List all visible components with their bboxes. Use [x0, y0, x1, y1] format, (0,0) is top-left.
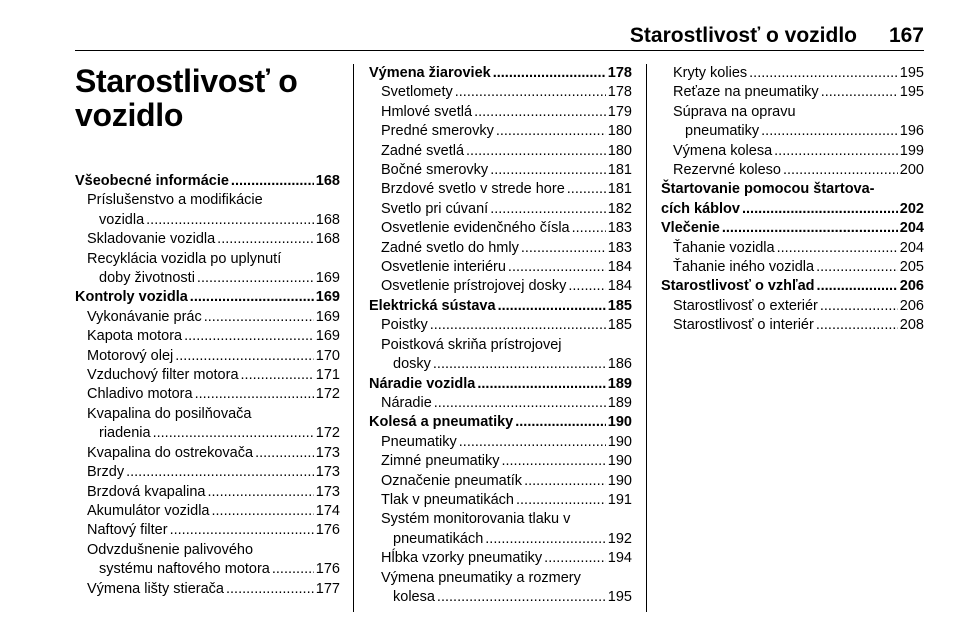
dot-leader [816, 316, 898, 335]
page-ref: 200 [899, 162, 924, 179]
toc-entry-text: Akumulátor vozidla [87, 502, 210, 519]
toc-entry-text: Chladivo motora [87, 386, 193, 403]
toc-entry-text: Naftový filter [87, 522, 168, 539]
dot-leader [485, 530, 606, 549]
toc-entry[interactable] [75, 521, 340, 540]
section-title[interactable] [75, 172, 340, 191]
section-title-text: cích káblov [661, 200, 740, 217]
toc-entry-text: Ťahanie vozidla [673, 239, 775, 256]
dot-leader [508, 258, 606, 277]
chapter-title-line: Starostlivosť o [75, 63, 298, 99]
page-number: 167 [888, 24, 924, 47]
toc-entry[interactable] [369, 83, 632, 102]
toc-entry-text: Rezervné koleso [673, 162, 781, 179]
toc-entry[interactable] [369, 452, 632, 471]
dot-leader [749, 64, 898, 83]
page-ref: 195 [607, 588, 632, 605]
dot-leader [774, 142, 898, 161]
dot-leader [184, 327, 314, 346]
toc-entry[interactable] [75, 560, 340, 579]
toc-column-2 [369, 64, 632, 607]
toc-entry[interactable] [75, 580, 340, 599]
page-ref: 169 [315, 328, 340, 345]
page-ref: 168 [315, 211, 340, 228]
section-title[interactable] [369, 297, 632, 316]
page-ref: 204 [899, 239, 924, 256]
page-ref: 168 [315, 231, 340, 248]
toc-entry-text: systému naftového motora [99, 561, 270, 578]
toc-entry[interactable] [75, 463, 340, 482]
page-ref: 205 [899, 259, 924, 276]
dot-leader [496, 122, 606, 141]
toc-entry-text: Vykonávanie prác [87, 308, 202, 325]
toc-entry-text: Reťaze na pneumatiky [673, 84, 819, 101]
dot-leader [231, 172, 314, 191]
section-title[interactable] [369, 375, 632, 394]
page-ref: 176 [315, 522, 340, 539]
dot-leader [761, 122, 898, 141]
toc-entry-text: Motorový olej [87, 347, 174, 364]
toc-entry-text: Pneumatiky [381, 433, 457, 450]
dot-leader [272, 560, 314, 579]
toc-entry[interactable] [75, 444, 340, 463]
toc-entry-text: riadenia [99, 425, 151, 442]
page-ref: 180 [607, 142, 632, 159]
section-title[interactable] [661, 277, 924, 296]
toc-entry[interactable] [661, 64, 924, 83]
toc-entry[interactable] [369, 180, 632, 199]
dot-leader [197, 269, 314, 288]
page-ref: 178 [607, 65, 632, 81]
page-ref: 184 [607, 278, 632, 295]
toc-entry-text: kolesa [393, 588, 435, 605]
dot-leader [515, 413, 606, 432]
dot-leader [433, 355, 606, 374]
toc-entry[interactable] [75, 230, 340, 249]
column-divider [646, 64, 647, 612]
dot-leader [170, 521, 314, 540]
toc-entry[interactable] [369, 491, 632, 510]
section-title-text: Kolesá a pneumatiky [369, 414, 514, 431]
page-ref: 180 [607, 123, 632, 140]
toc-entry-line: Súprava na opravu [673, 103, 796, 120]
toc-entry[interactable] [369, 549, 632, 568]
toc-column-3 [661, 64, 924, 336]
toc-entry-text: dosky [393, 356, 431, 373]
section-title-text: Všeobecné informácie [75, 173, 229, 189]
dot-leader [430, 316, 606, 335]
toc-entry[interactable] [369, 394, 632, 413]
section-title[interactable] [369, 64, 632, 83]
toc-entry[interactable] [369, 103, 632, 122]
dot-leader [524, 472, 606, 491]
toc-entry-text: Ťahanie iného vozidla [673, 259, 815, 276]
dot-leader [204, 308, 314, 327]
toc-entry-line: Príslušenstvo a modifikácie [87, 192, 263, 209]
toc-entry[interactable] [75, 327, 340, 346]
dot-leader [783, 161, 898, 180]
dot-leader [474, 103, 606, 122]
page-ref: 181 [607, 181, 632, 198]
page-ref: 208 [899, 317, 924, 334]
page-ref: 177 [315, 580, 340, 597]
toc-entry-text: Kryty kolies [673, 65, 748, 81]
chapter-title [75, 64, 340, 132]
toc-entry[interactable] [369, 200, 632, 219]
page-ref: 191 [607, 491, 632, 508]
toc-entry-text: Brzdová kvapalina [87, 483, 206, 500]
page-ref: 176 [315, 561, 340, 578]
toc-entry[interactable] [75, 424, 340, 443]
toc-entry[interactable] [369, 219, 632, 238]
page-ref: 172 [315, 425, 340, 442]
toc-entry[interactable] [75, 502, 340, 521]
toc-entry[interactable] [661, 122, 924, 141]
page-ref: 169 [315, 289, 340, 306]
page-ref: 190 [607, 453, 632, 470]
toc-entry[interactable] [369, 433, 632, 452]
dot-leader [153, 424, 314, 443]
dot-leader [437, 588, 606, 607]
dot-leader [490, 200, 606, 219]
toc-entry[interactable] [75, 269, 340, 288]
page-ref: 173 [315, 444, 340, 461]
toc-entry[interactable] [661, 239, 924, 258]
toc-entry-text: Bočné smerovky [381, 162, 489, 179]
page-ref: 190 [607, 414, 632, 431]
dot-leader [777, 239, 898, 258]
page-ref: 189 [607, 394, 632, 411]
dot-leader [455, 83, 606, 102]
toc-entry-text: Svetlo pri cúvaní [381, 200, 489, 217]
dot-leader [501, 452, 605, 471]
toc-entry-text: pneumatikách [393, 530, 484, 547]
page-header [75, 22, 924, 51]
dot-leader [146, 211, 314, 230]
page-ref: 170 [315, 347, 340, 364]
page-ref: 182 [607, 200, 632, 217]
dot-leader [521, 239, 606, 258]
dot-leader [820, 297, 898, 316]
toc-entry[interactable] [369, 355, 632, 374]
toc-entry[interactable] [661, 83, 924, 102]
section-title-text: Kontroly vozidla [75, 289, 188, 306]
toc-entry[interactable] [369, 161, 632, 180]
page-ref: 185 [607, 297, 632, 314]
section-title-text: Výmena žiaroviek [369, 65, 491, 81]
toc-entry-text: Zimné pneumatiky [381, 453, 500, 470]
toc-entry[interactable] [369, 239, 632, 258]
toc-entry-text: Starostlivosť o interiér [673, 317, 814, 334]
toc-entry-text: pneumatiky [685, 123, 760, 140]
dot-leader [493, 64, 606, 83]
toc-entry-text: Osvetlenie interiéru [381, 259, 506, 276]
dot-leader [255, 444, 314, 463]
toc-entry[interactable] [369, 530, 632, 549]
section-title-text: Náradie vozidla [369, 375, 476, 392]
page-ref: 190 [607, 433, 632, 450]
toc-entry[interactable] [75, 483, 340, 502]
toc-entry-text: Tlak v pneumatikách [381, 491, 514, 508]
page-ref: 179 [607, 103, 632, 120]
page-ref: 206 [899, 278, 924, 295]
section-title-line: Štartovanie pomocou štartova- [661, 181, 875, 198]
toc-entry-text: Hĺbka vzorky pneumatiky [381, 550, 543, 567]
toc-entry-text: Osvetlenie evidenčného čísla [381, 220, 570, 237]
page-ref: 206 [899, 297, 924, 314]
page-ref: 172 [315, 386, 340, 403]
toc-entry[interactable] [75, 211, 340, 230]
page-ref: 190 [607, 472, 632, 489]
section-title-text: Vlečenie [661, 220, 720, 237]
dot-leader [568, 277, 605, 296]
page-ref: 194 [607, 550, 632, 567]
toc-entry-text: Brzdové svetlo v strede hore [381, 181, 565, 198]
toc-entry[interactable] [369, 316, 632, 335]
page-ref: 184 [607, 259, 632, 276]
toc-entry-line: Poistková skriňa prístrojovej [381, 336, 562, 353]
toc-entry-text: Osvetlenie prístrojovej dosky [381, 278, 567, 295]
toc-entry-text: Zadné svetlo do hmly [381, 239, 519, 256]
toc-entry-text: Zadné svetlá [381, 142, 465, 159]
page-ref: 196 [899, 123, 924, 140]
toc-entry-text: Vzduchový filter motora [87, 367, 239, 384]
toc-entries [75, 172, 340, 599]
toc-column-1 [75, 64, 340, 599]
page-ref: 173 [315, 483, 340, 500]
toc-entry-text: Označenie pneumatík [381, 472, 523, 489]
page-ref: 195 [899, 84, 924, 101]
page-ref: 195 [899, 65, 924, 81]
dot-leader [195, 385, 314, 404]
toc-entry[interactable] [75, 366, 340, 385]
toc-entry-line: Recyklácia vozidla po uplynutí [87, 250, 282, 267]
toc-entry[interactable] [369, 122, 632, 141]
page-ref: 168 [315, 173, 340, 189]
toc-entry-line: Odvzdušnenie palivového [87, 541, 254, 558]
page-ref: 186 [607, 356, 632, 373]
dot-leader [212, 502, 314, 521]
toc-entry[interactable] [369, 588, 632, 607]
section-title[interactable] [661, 219, 924, 238]
toc-entry-text: Hmlové svetlá [381, 103, 473, 120]
dot-leader [208, 483, 314, 502]
toc-entry-text: Výmena kolesa [673, 142, 773, 159]
column-divider [353, 64, 354, 612]
section-title-text: Elektrická sústava [369, 297, 496, 314]
dot-leader [459, 433, 606, 452]
page-ref: 174 [315, 502, 340, 519]
toc-entry-text: Skladovanie vozidla [87, 231, 216, 248]
toc-entry-text: Kvapalina do ostrekovača [87, 444, 254, 461]
chapter-title-line: vozidlo [75, 97, 184, 133]
page-ref: 202 [899, 200, 924, 217]
toc-entry-text: Svetlomety [381, 84, 453, 101]
toc-entry-text: Výmena lišty stierača [87, 580, 224, 597]
toc-entry-text: Kapota motora [87, 328, 183, 345]
toc-entry[interactable] [369, 277, 632, 296]
page-ref: 171 [315, 367, 340, 384]
page-ref: 173 [315, 464, 340, 481]
dot-leader [226, 580, 314, 599]
toc-entry-text: doby životnosti [99, 270, 195, 287]
toc-entry-text: Náradie [381, 394, 432, 411]
toc-entry-text: Poistky [381, 317, 428, 334]
toc-entry-text: Predné smerovky [381, 123, 494, 140]
page-ref: 169 [315, 308, 340, 325]
page-ref: 199 [899, 142, 924, 159]
section-title[interactable] [75, 288, 340, 307]
toc-entry-text: Brzdy [87, 464, 125, 481]
toc-entry[interactable] [75, 385, 340, 404]
dot-leader [477, 375, 605, 394]
page-ref: 181 [607, 162, 632, 179]
dot-leader [126, 463, 314, 482]
toc-entry-line: Kvapalina do posilňovača [87, 405, 252, 422]
toc-entry[interactable] [75, 308, 340, 327]
toc-entry-text: vozidla [99, 211, 145, 228]
toc-entry[interactable] [661, 161, 924, 180]
dot-leader [241, 366, 314, 385]
dot-leader [816, 258, 898, 277]
running-title: Starostlivosť o vozidlo [629, 24, 857, 47]
toc-entries [661, 64, 924, 336]
page-ref: 189 [607, 375, 632, 392]
dot-leader [434, 394, 606, 413]
toc-entry[interactable] [661, 297, 924, 316]
page-ref: 204 [899, 220, 924, 237]
dot-leader [821, 83, 898, 102]
toc-entry-line: Systém monitorovania tlaku v [381, 511, 571, 528]
page-ref: 183 [607, 220, 632, 237]
dot-leader [544, 549, 606, 568]
dot-leader [722, 219, 898, 238]
toc-entry[interactable] [369, 258, 632, 277]
page-ref: 185 [607, 317, 632, 334]
section-title-text: Starostlivosť o vzhľad [661, 278, 815, 295]
section-title[interactable] [661, 200, 924, 219]
dot-leader [817, 277, 898, 296]
page-ref: 178 [607, 84, 632, 101]
dot-leader [490, 161, 606, 180]
toc-entry-text: Starostlivosť o exteriér [673, 297, 818, 314]
dot-leader [742, 200, 898, 219]
dot-leader [217, 230, 314, 249]
toc-entry[interactable] [661, 142, 924, 161]
dot-leader [175, 347, 314, 366]
toc-entry[interactable] [369, 472, 632, 491]
toc-entry[interactable] [661, 258, 924, 277]
toc-entries [369, 64, 632, 607]
toc-entry[interactable] [661, 316, 924, 335]
toc-entry[interactable] [369, 142, 632, 161]
dot-leader [572, 219, 606, 238]
dot-leader [516, 491, 606, 510]
toc-entry-line: Výmena pneumatiky a rozmery [381, 569, 581, 586]
dot-leader [466, 142, 606, 161]
toc-entry[interactable] [75, 347, 340, 366]
page-ref: 183 [607, 239, 632, 256]
dot-leader [498, 297, 606, 316]
dot-leader [567, 180, 606, 199]
section-title[interactable] [369, 413, 632, 432]
dot-leader [190, 288, 314, 307]
page-ref: 169 [315, 270, 340, 287]
page-ref: 192 [607, 530, 632, 547]
